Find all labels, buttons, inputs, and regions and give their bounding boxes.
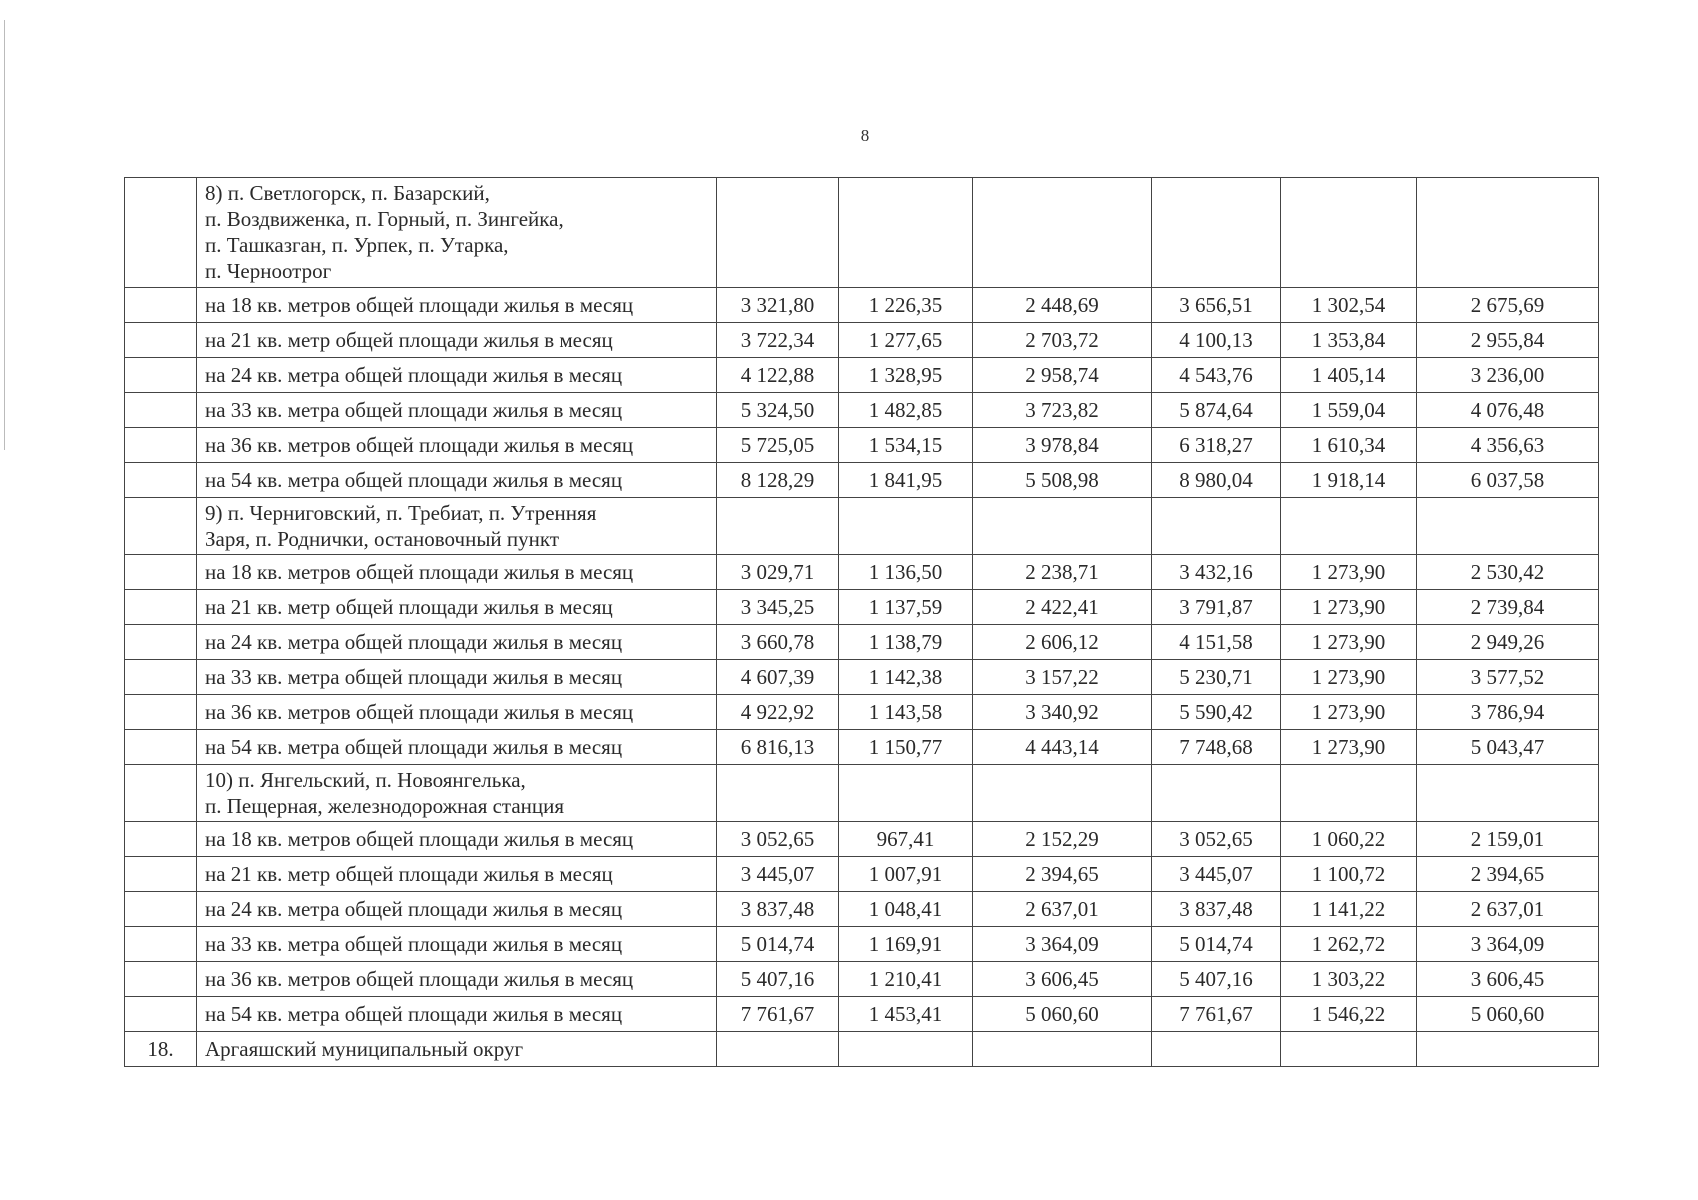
value-cell: 1 302,54 (1281, 288, 1417, 323)
empty-value-cell (973, 498, 1152, 555)
value-cell: 2 530,42 (1417, 555, 1599, 590)
empty-value-cell (1417, 1032, 1599, 1067)
value-cell: 3 236,00 (1417, 358, 1599, 393)
number-cell (125, 997, 197, 1032)
group-title-line: п. Пещерная, железнодорожная станция (205, 794, 565, 818)
table-row (125, 730, 1599, 765)
empty-value-cell (973, 1032, 1152, 1067)
number-cell (125, 590, 197, 625)
value-cell: 4 356,63 (1417, 428, 1599, 463)
value-cell: 1 610,34 (1281, 428, 1417, 463)
empty-value-cell (839, 178, 973, 288)
value-cell: 1 226,35 (839, 288, 973, 323)
value-cell: 1 534,15 (839, 428, 973, 463)
group-title-line: Заря, п. Роднички, остановочный пункт (205, 527, 559, 551)
value-cell: 3 656,51 (1152, 288, 1281, 323)
number-cell (125, 892, 197, 927)
empty-value-cell (1281, 498, 1417, 555)
value-cell: 3 791,87 (1152, 590, 1281, 625)
value-cell: 3 606,45 (1417, 962, 1599, 997)
row-label: на 18 кв. метров общей площади жилья в месяц (197, 555, 717, 590)
value-cell: 3 052,65 (717, 822, 839, 857)
group-title-line: п. Черноотрог (205, 259, 332, 283)
empty-value-cell (1152, 1032, 1281, 1067)
value-cell: 1 453,41 (839, 997, 973, 1032)
number-cell (125, 962, 197, 997)
row-label: на 33 кв. метра общей площади жилья в месяц (197, 660, 717, 695)
table-body (125, 178, 1599, 1067)
value-cell: 2 958,74 (973, 358, 1152, 393)
number-cell (125, 323, 197, 358)
value-cell: 1 273,90 (1281, 625, 1417, 660)
municipality-row (125, 1032, 1599, 1067)
value-cell: 4 543,76 (1152, 358, 1281, 393)
value-cell: 2 422,41 (973, 590, 1152, 625)
row-label: на 36 кв. метров общей площади жилья в месяц (197, 962, 717, 997)
row-label: на 33 кв. метра общей площади жилья в месяц (197, 393, 717, 428)
value-cell: 3 606,45 (973, 962, 1152, 997)
value-cell: 3 577,52 (1417, 660, 1599, 695)
value-cell: 3 157,22 (973, 660, 1152, 695)
value-cell: 1 405,14 (1281, 358, 1417, 393)
value-cell: 1 353,84 (1281, 323, 1417, 358)
row-label: на 24 кв. метра общей площади жилья в месяц (197, 892, 717, 927)
value-cell: 3 445,07 (1152, 857, 1281, 892)
value-cell: 3 340,92 (973, 695, 1152, 730)
page-number: 8 (860, 126, 870, 145)
table-row (125, 590, 1599, 625)
value-cell: 2 152,29 (973, 822, 1152, 857)
table-row (125, 463, 1599, 498)
group-title (197, 765, 717, 822)
table-row (125, 323, 1599, 358)
group-header-row (125, 178, 1599, 288)
value-cell: 5 060,60 (1417, 997, 1599, 1032)
value-cell: 3 345,25 (717, 590, 839, 625)
value-cell: 3 722,34 (717, 323, 839, 358)
table-row (125, 625, 1599, 660)
value-cell: 4 443,14 (973, 730, 1152, 765)
table-row (125, 428, 1599, 463)
number-cell (125, 498, 197, 555)
value-cell: 5 014,74 (1152, 927, 1281, 962)
table-row (125, 393, 1599, 428)
value-cell: 4 151,58 (1152, 625, 1281, 660)
number-cell (125, 555, 197, 590)
value-cell: 6 037,58 (1417, 463, 1599, 498)
value-cell: 1 273,90 (1281, 660, 1417, 695)
value-cell: 2 606,12 (973, 625, 1152, 660)
row-label: на 21 кв. метр общей площади жилья в месяц (197, 857, 717, 892)
value-cell: 5 407,16 (1152, 962, 1281, 997)
value-cell: 2 238,71 (973, 555, 1152, 590)
value-cell: 2 159,01 (1417, 822, 1599, 857)
value-cell: 5 508,98 (973, 463, 1152, 498)
value-cell: 6 816,13 (717, 730, 839, 765)
table-row (125, 857, 1599, 892)
value-cell: 3 660,78 (717, 625, 839, 660)
value-cell: 1 048,41 (839, 892, 973, 927)
group-title (197, 498, 717, 555)
number-cell (125, 765, 197, 822)
value-cell: 3 052,65 (1152, 822, 1281, 857)
value-cell: 2 637,01 (1417, 892, 1599, 927)
value-cell: 1 328,95 (839, 358, 973, 393)
value-cell: 1 546,22 (1281, 997, 1417, 1032)
value-cell: 2 955,84 (1417, 323, 1599, 358)
value-cell: 4 122,88 (717, 358, 839, 393)
scan-edge-line (4, 20, 5, 450)
row-number: 18. (125, 1032, 197, 1067)
value-cell: 5 324,50 (717, 393, 839, 428)
value-cell: 3 978,84 (973, 428, 1152, 463)
value-cell: 8 980,04 (1152, 463, 1281, 498)
empty-value-cell (839, 765, 973, 822)
value-cell: 1 169,91 (839, 927, 973, 962)
value-cell: 2 949,26 (1417, 625, 1599, 660)
value-cell: 1 137,59 (839, 590, 973, 625)
table-row (125, 822, 1599, 857)
value-cell: 967,41 (839, 822, 973, 857)
row-label: на 18 кв. метров общей площади жилья в месяц (197, 288, 717, 323)
empty-value-cell (717, 1032, 839, 1067)
row-label: на 54 кв. метра общей площади жилья в месяц (197, 730, 717, 765)
value-cell: 3 029,71 (717, 555, 839, 590)
empty-value-cell (1152, 498, 1281, 555)
group-title-line: 9) п. Черниговский, п. Требиат, п. Утренняя (205, 501, 597, 525)
group-header-row (125, 765, 1599, 822)
empty-value-cell (973, 765, 1152, 822)
value-cell: 5 230,71 (1152, 660, 1281, 695)
group-title-line: п. Воздвиженка, п. Горный, п. Зингейка, (205, 207, 564, 231)
table-row (125, 555, 1599, 590)
tariff-table (124, 177, 1599, 1067)
value-cell: 2 394,65 (1417, 857, 1599, 892)
number-cell (125, 463, 197, 498)
empty-value-cell (1281, 178, 1417, 288)
row-label: на 24 кв. метра общей площади жилья в месяц (197, 358, 717, 393)
number-cell (125, 625, 197, 660)
number-cell (125, 178, 197, 288)
value-cell: 1 482,85 (839, 393, 973, 428)
group-title-line: 8) п. Светлогорск, п. Базарский, (205, 181, 490, 205)
number-cell (125, 660, 197, 695)
number-cell (125, 695, 197, 730)
value-cell: 1 262,72 (1281, 927, 1417, 962)
value-cell: 3 837,48 (717, 892, 839, 927)
value-cell: 5 725,05 (717, 428, 839, 463)
value-cell: 2 675,69 (1417, 288, 1599, 323)
value-cell: 3 432,16 (1152, 555, 1281, 590)
number-cell (125, 822, 197, 857)
group-header-row (125, 498, 1599, 555)
empty-value-cell (717, 498, 839, 555)
empty-value-cell (1281, 765, 1417, 822)
value-cell: 1 142,38 (839, 660, 973, 695)
table-row (125, 997, 1599, 1032)
row-label: на 36 кв. метров общей площади жилья в месяц (197, 695, 717, 730)
number-cell (125, 927, 197, 962)
value-cell: 2 739,84 (1417, 590, 1599, 625)
value-cell: 5 060,60 (973, 997, 1152, 1032)
table-row (125, 660, 1599, 695)
number-cell (125, 428, 197, 463)
value-cell: 1 273,90 (1281, 555, 1417, 590)
value-cell: 1 138,79 (839, 625, 973, 660)
value-cell: 4 922,92 (717, 695, 839, 730)
empty-value-cell (1417, 765, 1599, 822)
value-cell: 3 321,80 (717, 288, 839, 323)
group-title-line: п. Ташказган, п. Урпек, п. Утарка, (205, 233, 509, 257)
value-cell: 1 273,90 (1281, 730, 1417, 765)
value-cell: 1 100,72 (1281, 857, 1417, 892)
row-label: на 33 кв. метра общей площади жилья в месяц (197, 927, 717, 962)
value-cell: 5 043,47 (1417, 730, 1599, 765)
value-cell: 7 748,68 (1152, 730, 1281, 765)
value-cell: 5 874,64 (1152, 393, 1281, 428)
value-cell: 8 128,29 (717, 463, 839, 498)
value-cell: 3 837,48 (1152, 892, 1281, 927)
empty-value-cell (1152, 765, 1281, 822)
row-label: на 21 кв. метр общей площади жилья в месяц (197, 323, 717, 358)
value-cell: 6 318,27 (1152, 428, 1281, 463)
value-cell: 2 448,69 (973, 288, 1152, 323)
table-row (125, 358, 1599, 393)
value-cell: 3 786,94 (1417, 695, 1599, 730)
number-cell (125, 393, 197, 428)
municipality-name: Аргаяшский муниципальный округ (197, 1032, 717, 1067)
number-cell (125, 730, 197, 765)
value-cell: 1 136,50 (839, 555, 973, 590)
row-label: на 18 кв. метров общей площади жилья в месяц (197, 822, 717, 857)
value-cell: 5 014,74 (717, 927, 839, 962)
empty-value-cell (973, 178, 1152, 288)
row-label: на 54 кв. метра общей площади жилья в месяц (197, 997, 717, 1032)
table-row (125, 695, 1599, 730)
number-cell (125, 358, 197, 393)
value-cell: 2 637,01 (973, 892, 1152, 927)
value-cell: 5 590,42 (1152, 695, 1281, 730)
value-cell: 1 060,22 (1281, 822, 1417, 857)
row-label: на 54 кв. метра общей площади жилья в месяц (197, 463, 717, 498)
empty-value-cell (1281, 1032, 1417, 1067)
row-label: на 36 кв. метров общей площади жилья в месяц (197, 428, 717, 463)
value-cell: 7 761,67 (1152, 997, 1281, 1032)
empty-value-cell (717, 765, 839, 822)
group-title-line: 10) п. Янгельский, п. Новоянгелька, (205, 768, 526, 792)
value-cell: 4 607,39 (717, 660, 839, 695)
value-cell: 1 277,65 (839, 323, 973, 358)
value-cell: 7 761,67 (717, 997, 839, 1032)
value-cell: 2 394,65 (973, 857, 1152, 892)
table-row (125, 288, 1599, 323)
value-cell: 1 141,22 (1281, 892, 1417, 927)
value-cell: 1 273,90 (1281, 695, 1417, 730)
empty-value-cell (839, 498, 973, 555)
row-label: на 21 кв. метр общей площади жилья в месяц (197, 590, 717, 625)
row-label: на 24 кв. метра общей площади жилья в месяц (197, 625, 717, 660)
value-cell: 1 143,58 (839, 695, 973, 730)
empty-value-cell (1152, 178, 1281, 288)
value-cell: 3 445,07 (717, 857, 839, 892)
value-cell: 3 723,82 (973, 393, 1152, 428)
empty-value-cell (1417, 498, 1599, 555)
table-row (125, 927, 1599, 962)
table-row (125, 962, 1599, 997)
value-cell: 5 407,16 (717, 962, 839, 997)
value-cell: 3 364,09 (1417, 927, 1599, 962)
value-cell: 1 559,04 (1281, 393, 1417, 428)
value-cell: 2 703,72 (973, 323, 1152, 358)
value-cell: 1 150,77 (839, 730, 973, 765)
table-row (125, 892, 1599, 927)
value-cell: 1 007,91 (839, 857, 973, 892)
group-title (197, 178, 717, 288)
number-cell (125, 288, 197, 323)
empty-value-cell (839, 1032, 973, 1067)
value-cell: 1 841,95 (839, 463, 973, 498)
value-cell: 4 100,13 (1152, 323, 1281, 358)
value-cell: 3 364,09 (973, 927, 1152, 962)
value-cell: 1 210,41 (839, 962, 973, 997)
empty-value-cell (1417, 178, 1599, 288)
value-cell: 4 076,48 (1417, 393, 1599, 428)
value-cell: 1 303,22 (1281, 962, 1417, 997)
value-cell: 1 273,90 (1281, 590, 1417, 625)
value-cell: 1 918,14 (1281, 463, 1417, 498)
number-cell (125, 857, 197, 892)
empty-value-cell (717, 178, 839, 288)
